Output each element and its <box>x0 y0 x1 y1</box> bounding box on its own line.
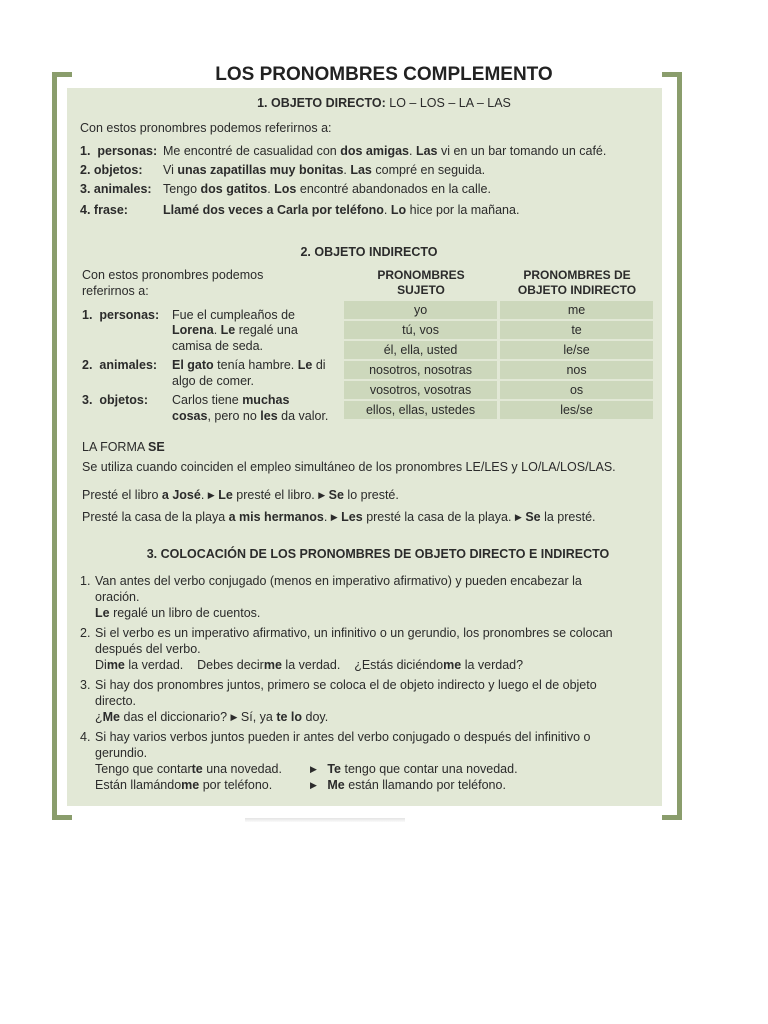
forma-se-example-1: Presté el libro a José. ▶ Le presté el libro. ▶ Se lo presté. <box>82 488 399 502</box>
rule-4-example-2-right: ▶ Me están llamando por teléfono. <box>310 778 506 792</box>
arrow-right-icon: ▶ <box>318 490 326 500</box>
table-cell: nosotros, nosotras <box>344 361 497 379</box>
section2-heading: 2. OBJETO INDIRECTO <box>300 245 438 259</box>
table-cell: yo <box>344 301 497 319</box>
right-bracket <box>662 72 682 820</box>
col-header-subject: PRONOMBRES SUJETO <box>377 268 465 297</box>
table-row <box>344 381 653 399</box>
rule-1-line1: Van antes del verbo conjugado (menos en imperativo afirmativo) y pueden encabezar la <box>95 574 582 588</box>
section2-item-3-line2: cosas, pero no les da valor. <box>172 409 329 423</box>
rule-4-example-1-right: ▶ Te tengo que contar una novedad. <box>310 762 518 776</box>
section2-item-1-line1: Fue el cumpleaños de <box>172 308 295 322</box>
section2-intro-line2: referirnos a: <box>82 284 149 298</box>
table-cell: os <box>500 381 653 399</box>
table-cell: vosotros, vosotras <box>344 381 497 399</box>
section1-item-3-text: Tengo dos gatitos. Los encontré abandonados en la calle. <box>163 182 491 196</box>
page-shadow <box>245 818 405 822</box>
section1-item-1: 1. personas: <box>80 144 158 158</box>
rule-1-number: 1. <box>80 574 91 588</box>
arrow-right-icon: ▶ <box>230 712 238 722</box>
arrow-right-icon: ▶ <box>514 512 522 522</box>
section2-item-2-line2: algo de comer. <box>172 374 254 388</box>
arrow-right-icon: ▶ <box>310 764 317 774</box>
rule-2-example: Dime la verdad. Debes decirme la verdad. ¿Estás diciéndome la verdad? <box>95 658 524 672</box>
rule-3-number: 3. <box>80 678 91 692</box>
section2-item-2: 2. animales: <box>82 358 158 372</box>
section2-item-1-line3: camisa de seda. <box>172 339 264 353</box>
table-row <box>344 341 653 359</box>
section1-intro: Con estos pronombres podemos referirnos a: <box>80 121 332 135</box>
arrow-right-icon: ▶ <box>207 490 215 500</box>
section2-item-2-line1: El gato tenía hambre. Le di <box>172 358 326 372</box>
rule-2-line2: después del verbo. <box>95 642 201 656</box>
rule-2-number: 2. <box>80 626 91 640</box>
forma-se-heading: LA FORMA SE <box>82 440 165 454</box>
section2-intro-line1: Con estos pronombres podemos <box>82 268 264 282</box>
table-row <box>344 321 653 339</box>
table-cell: me <box>500 301 653 319</box>
section1-item-3: 3. animales: <box>80 182 152 196</box>
rule-3-line2: directo. <box>95 694 136 708</box>
section1-item-1-text: Me encontré de casualidad con dos amigas. Las vi en un bar tomando un café. <box>163 144 607 158</box>
rule-2-line1: Si el verbo es un imperativo afirmativo, un infinitivo o un gerundio, los pronombres se colocan <box>95 626 613 640</box>
rule-4-number: 4. <box>80 730 91 744</box>
forma-se-example-2: Presté la casa de la playa a mis hermanos. ▶ Les presté la casa de la playa. ▶ Se la presté. <box>82 510 596 524</box>
table-cell: les/se <box>500 401 653 419</box>
section1-item-4: 4. frase: <box>80 203 128 217</box>
section2-item-3-line1: Carlos tiene muchas <box>172 393 290 407</box>
section2-item-1: 1. personas: <box>82 308 160 322</box>
forma-se-description: Se utiliza cuando coinciden el empleo simultáneo de los pronombres LE/LES y LO/LA/LOS/LAS. <box>82 460 616 474</box>
col-header-indirect: PRONOMBRES DE OBJETO INDIRECTO <box>517 268 637 297</box>
table-row <box>344 401 653 419</box>
section3-heading: 3. COLOCACIÓN DE LOS PRONOMBRES DE OBJETO DIRECTO E INDIRECTO <box>146 547 610 561</box>
arrow-right-icon: ▶ <box>310 780 317 790</box>
table-row <box>344 301 653 319</box>
rule-4-line1: Si hay varios verbos juntos pueden ir antes del verbo conjugado o después del infinitivo o <box>95 730 591 744</box>
table-cell: ellos, ellas, ustedes <box>344 401 497 419</box>
rule-3-example: ¿Me das el diccionario? ▶ Sí, ya te lo doy. <box>95 710 329 724</box>
table-row <box>344 361 653 379</box>
table-cell: tú, vos <box>344 321 497 339</box>
table-cell: le/se <box>500 341 653 359</box>
rule-1-example: Le regalé un libro de cuentos. <box>95 606 261 620</box>
pronoun-table <box>341 299 656 421</box>
table-cell: te <box>500 321 653 339</box>
section1-heading: 1. OBJETO DIRECTO: LO – LOS – LA – LAS <box>257 96 511 110</box>
section1-item-4-text: Llamé dos veces a Carla por teléfono. Lo hice por la mañana. <box>163 203 520 217</box>
rule-4-example-2-left: Están llamándome por teléfono. <box>95 778 273 792</box>
table-cell: nos <box>500 361 653 379</box>
page-title: LOS PRONOMBRES COMPLEMENTO <box>215 64 553 85</box>
rule-4-example-1-left: Tengo que contarte una novedad. <box>95 762 282 776</box>
section1-item-2: 2. objetos: <box>80 163 143 177</box>
rule-4-line2: gerundio. <box>95 746 148 760</box>
section2-item-3: 3. objetos: <box>82 393 148 407</box>
rule-1-line2: oración. <box>95 590 140 604</box>
rule-3-line1: Si hay dos pronombres juntos, primero se coloca el de objeto indirecto y luego el de objeto <box>95 678 597 692</box>
section2-item-1-line2: Lorena. Le regalé una <box>172 323 298 337</box>
section1-item-2-text: Vi unas zapatillas muy bonitas. Las compré en seguida. <box>163 163 486 177</box>
table-cell: él, ella, usted <box>344 341 497 359</box>
arrow-right-icon: ▶ <box>330 512 338 522</box>
